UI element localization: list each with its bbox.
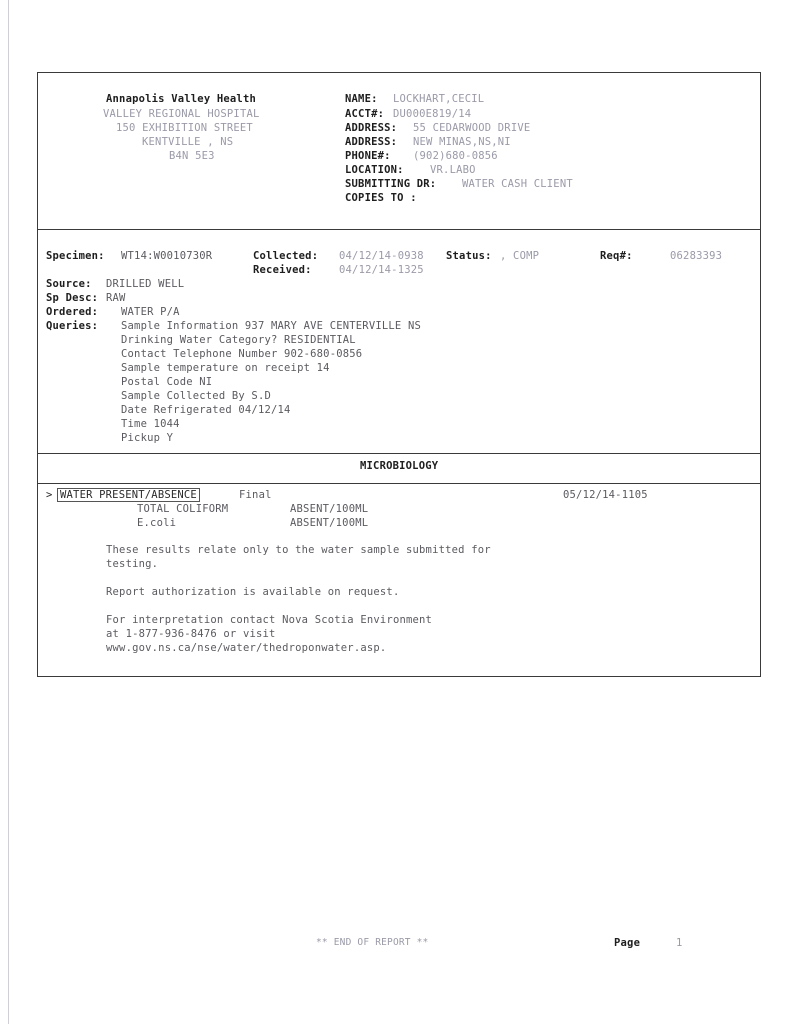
query-line: Contact Telephone Number 902-680-0856 [121,348,363,360]
hospital-postal: B4N 5E3 [169,150,215,162]
end-of-report: ** END OF REPORT ** [316,937,429,948]
name-value: LOCKHART,CECIL [393,93,485,105]
test-status: Final [239,489,272,501]
phone-label: PHONE#: [345,150,391,162]
query-line: Date Refrigerated 04/12/14 [121,404,291,416]
collected-label: Collected: [253,250,319,262]
page-label: Page [614,937,641,949]
test-name: WATER PRESENT/ABSENCE [57,488,200,502]
query-line: Pickup Y [121,432,174,444]
location-label: LOCATION: [345,164,404,176]
header-divider [37,229,761,230]
query-line: Time 1044 [121,418,180,430]
spdesc-value: RAW [106,292,126,304]
acct-label: ACCT#: [345,108,385,120]
req-value: 06283393 [670,250,723,262]
queries-label: Queries: [46,320,99,332]
hospital-street: 150 EXHIBITION STREET [116,122,253,134]
source-value: DRILLED WELL [106,278,185,290]
specimen-value: WT14:W0010730R [121,250,213,262]
submitting-value: WATER CASH CLIENT [462,178,573,190]
req-label: Req#: [600,250,633,262]
query-line: Sample Information 937 MARY AVE CENTERVILLE NS [121,320,421,332]
address2-value: NEW MINAS,NS,NI [413,136,511,148]
ordered-label: Ordered: [46,306,99,318]
phone-value: (902)680-0856 [413,150,498,162]
org-name: Annapolis Valley Health [106,93,256,105]
acct-value: DU000E819/14 [393,108,472,120]
note-line: For interpretation contact Nova Scotia Environment [106,614,433,626]
test-date: 05/12/14-1105 [563,489,648,501]
microbiology-divider [37,483,761,484]
result-marker: > [46,489,53,501]
result-name: TOTAL COLIFORM [137,503,229,515]
location-value: VR.LABO [430,164,476,176]
collected-value: 04/12/14-0938 [339,250,424,262]
status-value: , COMP [500,250,540,262]
ordered-value: WATER P/A [121,306,180,318]
query-line: Sample temperature on receipt 14 [121,362,330,374]
name-label: NAME: [345,93,378,105]
note-line: testing. [106,558,159,570]
query-line: Sample Collected By S.D [121,390,271,402]
page-number: 1 [676,937,683,949]
source-label: Source: [46,278,92,290]
scan-edge-line [8,0,9,1024]
result-value: ABSENT/100ML [290,503,369,515]
note-line: www.gov.ns.ca/nse/water/thedroponwater.asp. [106,642,387,654]
address1-label: ADDRESS: [345,122,398,134]
hospital-city: KENTVILLE , NS [142,136,234,148]
hospital-name: VALLEY REGIONAL HOSPITAL [103,108,260,120]
spdesc-label: Sp Desc: [46,292,99,304]
specimen-label: Specimen: [46,250,105,262]
note-line: These results relate only to the water sample submitted for [106,544,491,556]
note-line: at 1-877-936-8476 or visit [106,628,276,640]
note-line: Report authorization is available on request. [106,586,400,598]
result-name: E.coli [137,517,177,529]
query-line: Postal Code NI [121,376,213,388]
address2-label: ADDRESS: [345,136,398,148]
submitting-label: SUBMITTING DR: [345,178,437,190]
copies-label: COPIES TO : [345,192,417,204]
status-label: Status: [446,250,492,262]
specimen-divider [37,453,761,454]
result-value: ABSENT/100ML [290,517,369,529]
section-title: MICROBIOLOGY [360,460,439,472]
received-value: 04/12/14-1325 [339,264,424,276]
received-label: Received: [253,264,312,276]
query-line: Drinking Water Category? RESIDENTIAL [121,334,356,346]
address1-value: 55 CEDARWOOD DRIVE [413,122,531,134]
